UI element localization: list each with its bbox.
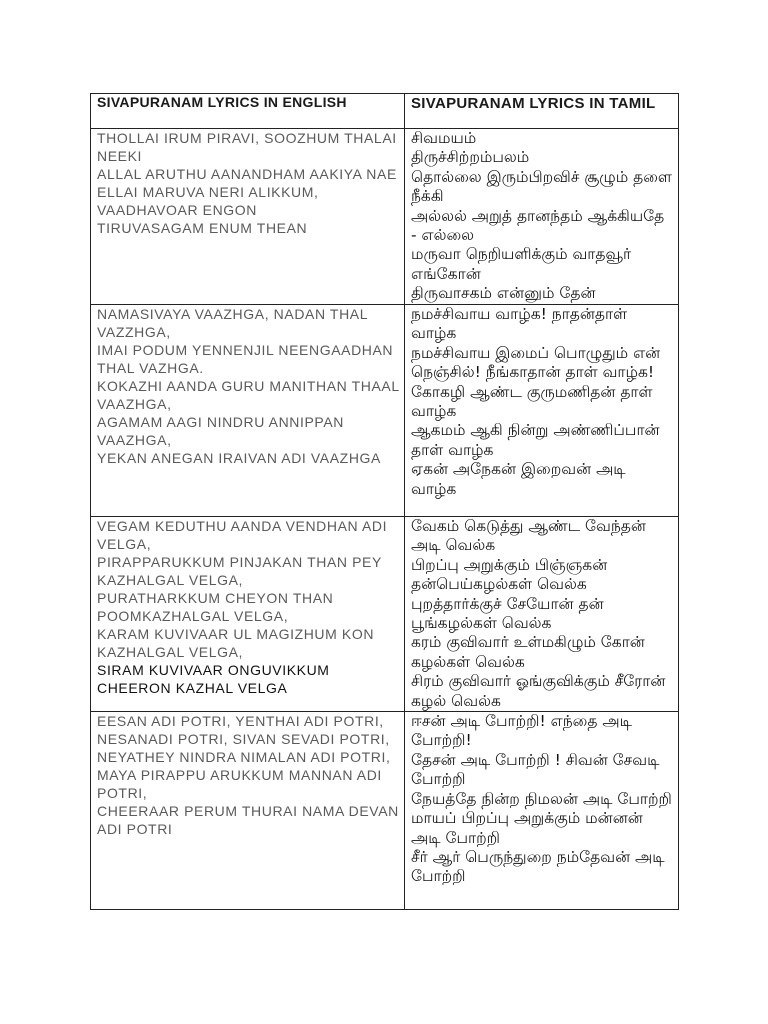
table-row: [91, 517, 679, 712]
lyric-line: VEGAM KEDUTHU AANDA VENDHAN ADI VELGA,: [97, 518, 388, 552]
lyric-line: கோகழி ஆண்ட குருமணிதன் தாள் வாழ்க: [411, 382, 653, 421]
table-header-row: [91, 94, 679, 129]
lyric-line: PURATHARKKUM CHEYON THAN POOMKAZHALGAL VELGA,: [97, 590, 334, 624]
lyric-line: ஏகன் அநேகன் இறைவன் அடி வாழ்க: [411, 460, 626, 498]
lyric-line: நமச்சிவாய இமைப் பொழுதும் என் நெஞ்சில்! நீங்காதான் தாள் வாழ்க!: [411, 343, 661, 382]
lyric-line: புறத்தார்க்குச் சேயோன் தன் பூங்கழல்கள் வெல்க: [411, 594, 604, 633]
lyric-line: ALLAL ARUTHU AANANDHAM AAKIYA NAE: [97, 166, 397, 182]
lyric-line: திருவாசகம் என்னும் தேன்: [411, 284, 596, 303]
lyric-line: பிறப்பு அறுக்கும் பிஞ்ஞகன் தன்பெய்கழல்கள் வெல்க: [411, 555, 608, 594]
lyric-line: சிரம் குவிவார் ஓங்குவிக்கும் சீரோன் கழல் வெல்க: [411, 672, 666, 710]
header-tamil: SIVAPURANAM LYRICS IN TAMIL: [405, 94, 679, 129]
lyric-line: தேசன் அடி போற்றி ! சிவன் சேவடி போற்றி: [411, 750, 660, 789]
english-lyrics-cell: [91, 712, 405, 910]
lyric-line: ஈசன் அடி போற்றி! எந்தை அடி போற்றி!: [411, 712, 632, 750]
lyric-line: நமச்சிவாய வாழ்க! நாதன்தாள் வாழ்க: [411, 305, 628, 343]
english-lyrics-cell: [91, 129, 405, 305]
lyric-line: SIRAM KUVIVAAR ONGUVIKKUM CHEERON KAZHAL VELGA: [97, 662, 330, 696]
tamil-lyrics-cell: [405, 517, 679, 712]
tamil-lyrics-cell: [405, 305, 679, 517]
lyric-line: சீர் ஆர் பெருந்துறை நம்தேவன் அடி போற்றி: [411, 847, 665, 886]
lyric-line: TIRUVASAGAM ENUM THEAN: [97, 220, 308, 236]
lyric-line: நேயத்தே நின்ற நிமலன் அடி போற்றி: [411, 789, 672, 808]
english-lyrics-cell: [91, 517, 405, 712]
lyric-line: ஆகமம் ஆகி நின்று அண்ணிப்பான் தாள் வாழ்க: [411, 421, 660, 459]
tamil-lyrics-cell: [405, 712, 679, 910]
header-english: SIVAPURANAM LYRICS IN ENGLISH: [91, 94, 405, 129]
lyric-line: சிவமயம்: [411, 129, 477, 147]
table-row: [91, 129, 679, 305]
lyric-line: NESANADI POTRI, SIVAN SEVADI POTRI,: [97, 731, 390, 748]
lyric-line: தொல்லை இரும்பிறவிச் சூழும் தளை நீக்கி: [411, 167, 672, 206]
lyric-line: AGAMAM AAGI NINDRU ANNIPPAN VAAZHGA,: [97, 414, 344, 448]
lyric-line: IMAI PODUM YENNENJIL NEENGAADHAN THAL VAZHGA.: [97, 342, 394, 376]
lyric-line: மருவா நெறியளிக்கும் வாதவூர் எங்கோன்: [411, 245, 632, 283]
lyric-line: KOKAZHI AANDA GURU MANITHAN THAAL VAAZHGA,: [97, 378, 400, 412]
lyric-line: NAMASIVAYA VAAZHGA, NADAN THAL VAZZHGA,: [97, 306, 368, 340]
lyric-line: MAYA PIRAPPU ARUKKUM MANNAN ADI POTRI,: [97, 767, 382, 802]
english-lyrics-cell: [91, 305, 405, 517]
table-row: [91, 712, 679, 910]
lyric-line: THOLLAI IRUM PIRAVI, SOOZHUM THALAI NEEKI: [97, 130, 397, 164]
lyric-line: NEYATHEY NINDRA NIMALAN ADI POTRI,: [97, 749, 391, 766]
lyric-line: கரம் குவிவார் உள்மகிழும் கோன் கழல்கள் வெல்க: [411, 633, 645, 671]
lyric-line: மாயப் பிறப்பு அறுக்கும் மன்னன் அடி போற்றி: [411, 809, 643, 847]
lyrics-table: [90, 93, 679, 910]
lyric-line: வேகம் கெடுத்து ஆண்ட வேந்தன் அடி வெல்க: [411, 517, 646, 555]
lyric-line: திருச்சிற்றம்பலம்: [411, 148, 530, 167]
tamil-lyrics-cell: [405, 129, 679, 305]
lyric-line: ELLAI MARUVA NERI ALIKKUM, VAADHAVOAR ENGON: [97, 184, 319, 218]
table-row: [91, 305, 679, 517]
lyric-line: அல்லல் அறுத் தானந்தம் ஆக்கியதே - எல்லை: [411, 206, 665, 245]
lyric-line: KARAM KUVIVAAR UL MAGIZHUM KON KAZHALGAL VELGA,: [97, 626, 375, 660]
lyric-line: YEKAN ANEGAN IRAIVAN ADI VAAZHGA: [97, 450, 381, 466]
lyric-line: CHEERAAR PERUM THURAI NAMA DEVAN ADI POTRI: [97, 803, 399, 838]
lyric-line: EESAN ADI POTRI, YENTHAI ADI POTRI,: [97, 713, 384, 730]
lyric-line: PIRAPPARUKKUM PINJAKAN THAN PEY KAZHALGAL VELGA,: [97, 554, 382, 588]
